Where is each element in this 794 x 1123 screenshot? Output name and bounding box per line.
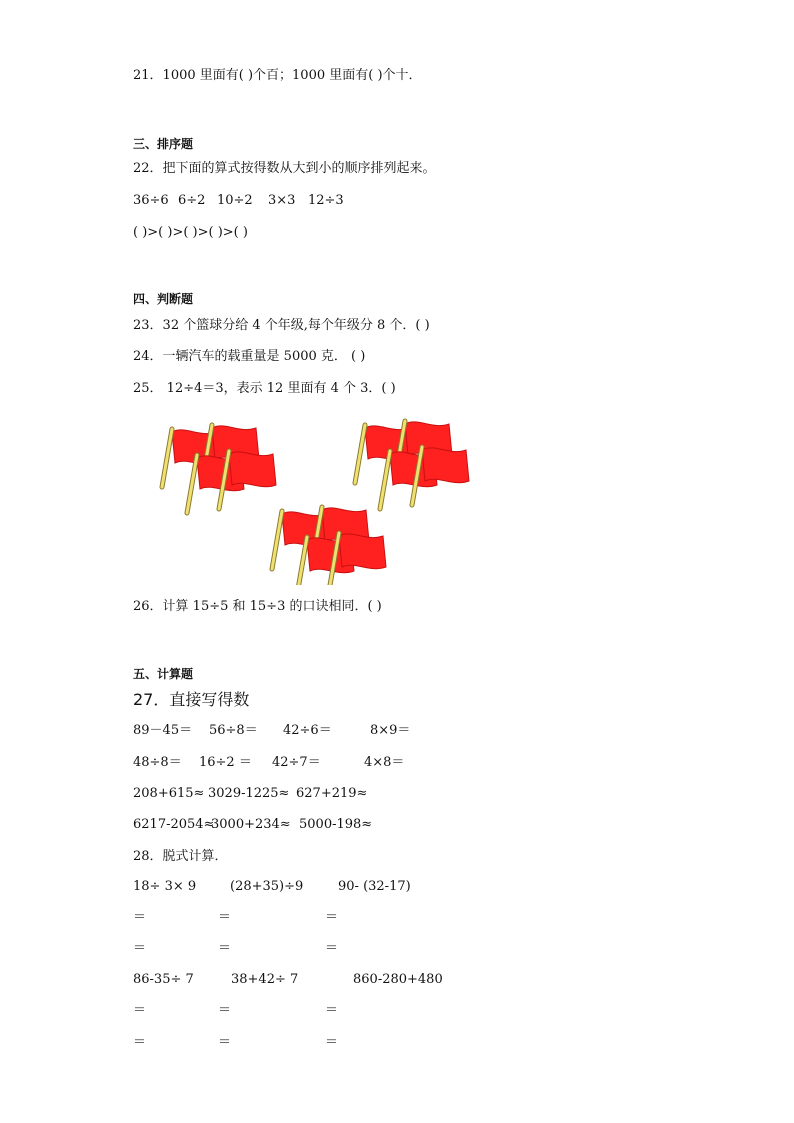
q22-expr: 3×3 [268,193,296,208]
q22-expr: 12÷3 [308,193,344,208]
q27-item: 6217-2054≈ [133,817,215,832]
q28-expr: 18÷ 3× 9 [133,879,197,894]
q23: 23．32 个篮球分给 4 个年级,每个年级分 8 个．( ) [133,318,430,333]
q25: 25． 12÷4＝3，表示 12 里面有 4 个 3．( ) [133,381,396,396]
q27-item: 42÷7＝ [272,755,321,770]
q22: 22．把下面的算式按得数从大到小的顺序排列起来。 [133,161,436,176]
q27-item: 3029-1225≈ [208,786,290,801]
q28: 28．脱式计算． [133,849,228,864]
q27-item: 3000+234≈ [211,817,291,832]
equals-sign: ＝ [133,910,147,925]
equals-sign: ＝ [218,1003,232,1018]
q27-item: 89－45＝ [133,723,193,738]
q27-item: 208+615≈ [133,786,205,801]
equals-sign: ＝ [218,1035,232,1050]
section-calc-title: 五、计算题 [133,667,194,681]
section-sort-title: 三、排序题 [133,137,194,151]
q27-item: 627+219≈ [296,786,368,801]
equals-sign: ＝ [325,1035,339,1050]
equals-sign: ＝ [218,910,232,925]
q28-expr: (28+35)÷9 [230,879,304,894]
q28-expr: 86-35÷ 7 [133,972,194,987]
equals-sign: ＝ [133,1035,147,1050]
equals-sign: ＝ [325,910,339,925]
q24: 24．一辆汽车的载重量是 5000 克． ( ) [133,349,366,364]
q27-item: 42÷6＝ [283,723,332,738]
q22-expr: 36÷6 [133,193,169,208]
equals-sign: ＝ [218,941,232,956]
q27: 27．直接写得数 [133,690,250,709]
equals-sign: ＝ [325,1003,339,1018]
q28-expr: 860-280+480 [353,972,443,987]
q27-item: 48÷8＝ [133,755,182,770]
q28-expr: 90- (32-17) [338,879,411,894]
q22-expr: 6÷2 [178,193,206,208]
q27-item: 16÷2 ＝ [199,755,252,770]
flags-illustration [150,415,480,585]
q21: 21．1000 里面有( )个百；1000 里面有( )个十． [133,68,422,83]
q27-item: 4×8＝ [364,755,405,770]
equals-sign: ＝ [133,1003,147,1018]
equals-sign: ＝ [325,941,339,956]
section-judge-title: 四、判断题 [133,292,194,306]
q22-order-blanks: ( )>( )>( )>( )>( ) [133,225,248,240]
q27-item: 8×9＝ [370,723,411,738]
q22-expr: 10÷2 [217,193,253,208]
q27-item: 56÷8＝ [209,723,258,738]
q28-expr: 38+42÷ 7 [231,972,299,987]
q27-item: 5000-198≈ [299,817,373,832]
equals-sign: ＝ [133,941,147,956]
q26: 26．计算 15÷5 和 15÷3 的口诀相同．( ) [133,599,382,614]
